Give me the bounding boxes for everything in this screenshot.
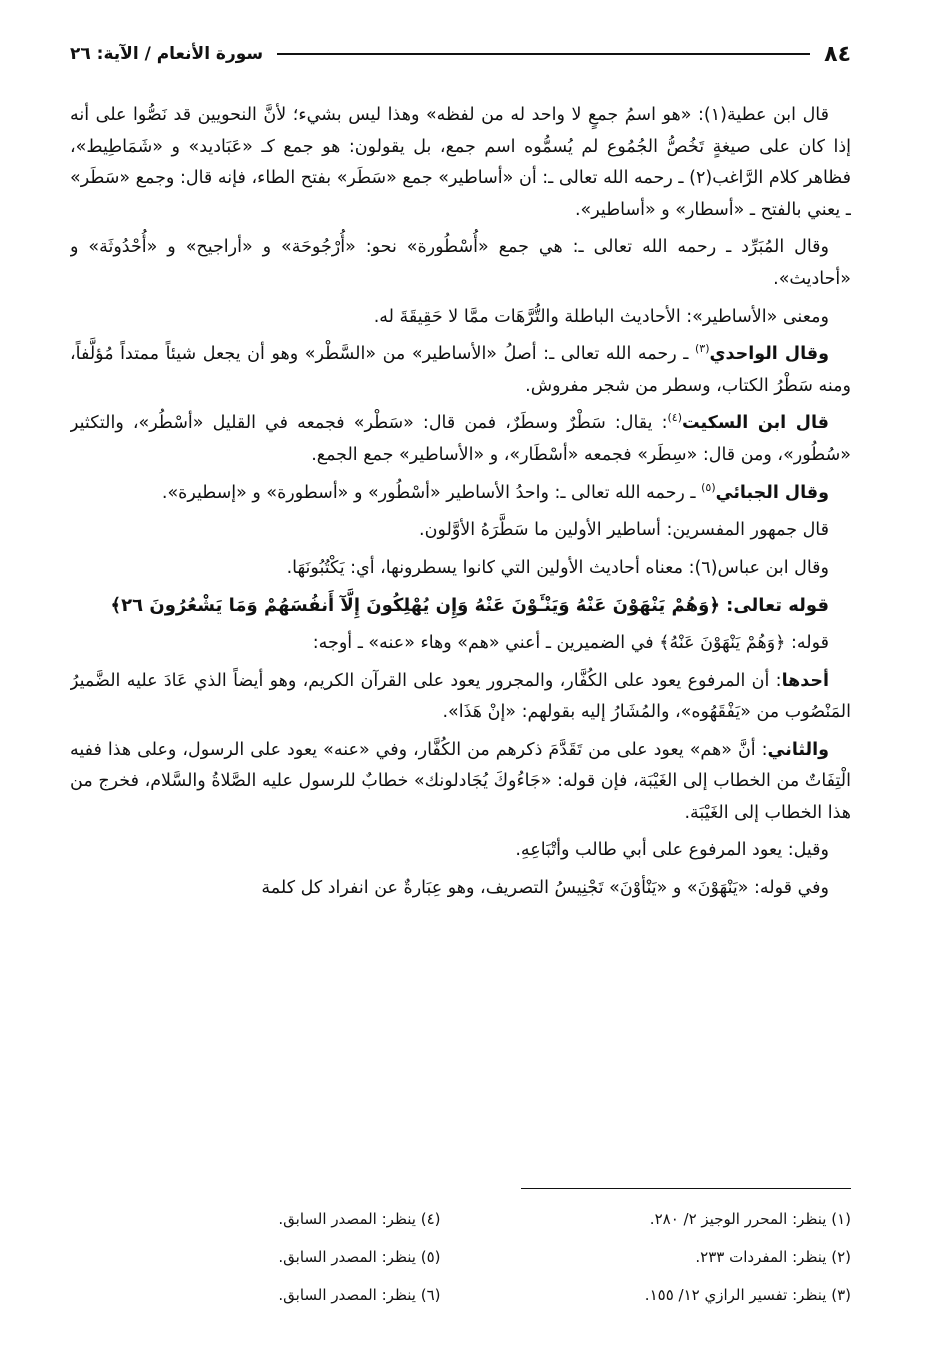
paragraph-lead: وقال الجبائي (715, 482, 829, 503)
footnote-marker: (٣) (694, 342, 710, 356)
paragraph-text: قال ابن عطية(١): «هو اسمُ جمعٍ لا واحد له من لفظه» وهذا ليس بشيء؛ لأنَّ النحويين قد نَصُّوا على أنه إذا كان على صيغةٍ تَخُصُّ الجُمُوع لم يُسمُّوه اسم جمع، بل يقولون: هو جمع كـ «عَبَاديد» و «شَمَاطِيط»، فظاهر كلام الرَّاغب(٢) ـ رحمه الله تعالى ـ: أن «أساطير» جمع «سَطَر» بفتح الطاء، فإنه قال: وجمع «سَطَر» ـ يعني بالفتح ـ «أسطار» و «أساطير». (70, 105, 851, 220)
paragraph-text: : يقال: سَطْرٌ وسطَرٌ، فمن قال: «سَطْر» فجمعه في القليل «أسْطُر»، والتكثير «سُطُور»، ومن قال: «سِطَر» فجمعه «أسْطَار»، و «الأساطير» جمع الجمع. (70, 413, 851, 465)
paragraph (70, 666, 851, 729)
paragraph (70, 232, 851, 295)
paragraph-text: قال جمهور المفسرين: أساطير الأولين ما سَطَّرَهُ الأوَّلون. (419, 520, 829, 541)
paragraph-lead: وقال الواحدي (709, 344, 830, 365)
paragraph (70, 408, 851, 471)
paragraph-lead: قال ابن السكيت (682, 413, 829, 434)
paragraph (70, 302, 851, 334)
paragraph-text: : أنَّ «هم» يعود على من تَقَدَّمَ ذكرهم من الكُفَّار، وفي «عنه» يعود على الرسول، وعلى هذا ففيه الْتِفَاتٌ من الخطاب إلى الغَيْبَة، فإن قوله: «جَاءُوكَ يُجَادلونك» خطابٌ للرسول عليه الصَّلاةُ والسَّلام، فخرج من هذا الخطاب إلى الغَيْبَة. (70, 739, 851, 823)
paragraph (70, 835, 851, 867)
paragraph-lead: والثاني (767, 739, 829, 760)
paragraph (70, 515, 851, 547)
footnote-marker: (٤) (667, 411, 682, 425)
paragraph (70, 553, 851, 585)
header-rule (277, 53, 810, 55)
footnotes (70, 1200, 851, 1320)
paragraph-text: وقال المُبَرِّد ـ رحمه الله تعالى ـ: هي جمع «أُسْطُورة» نحو: «أُرْجُوحَة» و «أراجيح» و «أُحْدُوثَة» و «أحاديث». (70, 237, 851, 289)
page-header (70, 34, 851, 74)
paragraph-text: ومعنى «الأساطير»: الأحاديث الباطلة والتُّرَّهَات ممَّا لا حَقِيقَةَ له. (373, 306, 829, 327)
paragraph-text: وقيل: يعود المرفوع على أبي طالب وأتْبَاعِهِ. (515, 840, 829, 861)
paragraph (70, 339, 851, 402)
footnote: (٥) ينظر: المصدر السابق. (278, 1248, 441, 1266)
footnote: (٤) ينظر: المصدر السابق. (278, 1210, 441, 1228)
paragraph-text: قوله تعالى: ﴿وَهُمْ يَنْهَوْنَ عَنْهُ وَيَنْـَٔوْنَ عَنْهُ وَإِن يُهْلِكُونَ إِلَّآ أَنفُسَهُمْ وَمَا يَشْعُرُونَ ٢٦﴾ (110, 595, 829, 617)
paragraph-text: : أن المرفوع يعود على الكُفَّار، والمجرور يعود على القرآن الكريم، وهو أيضاً الذي عَادَ عليه الضَّميرُ المَنْصُوب من «يَفْقَهُوه»، والمُشَارُ إليه بقولهم: «إنْ هَذَا». (70, 670, 851, 723)
paragraph-text: ـ رحمه الله تعالى ـ: أصلُ «الأساطير» من «السَّطْر» وهو أن يجعل شيئاً ممتداً مُؤلَّفاً، ومنه سَطْرُ الكتاب، وسطر من شجر مفروش. (70, 344, 851, 396)
paragraph-text: ـ رحمه الله تعالى ـ: واحدُ الأساطير «أسْطُور» و «أسطورة» و «إسطيرة». (161, 482, 702, 503)
footnote: (٦) ينظر: المصدر السابق. (278, 1286, 441, 1304)
paragraph-text: وفي قوله: «يَنْهَوْنَ» و «يَنْأوْنَ» تَجْنِيسُ التصريف، وهو عِبَارةٌ عن انفراد كل كلمة (261, 878, 829, 899)
paragraph (70, 873, 851, 905)
footnote: (٣) ينظر: تفسير الرازي ١٢/ ١٥٥. (644, 1286, 851, 1304)
quran-verse (70, 590, 851, 622)
running-title: سورة الأنعام / الآية: ٢٦ (70, 44, 264, 64)
paragraph (70, 478, 851, 510)
paragraph-lead: أحدها (781, 670, 829, 691)
paragraph (70, 628, 851, 660)
footnote-marker: (٥) (701, 480, 716, 494)
paragraph (70, 100, 851, 226)
footnote: (١) ينظر: المحرر الوجيز ٢/ ٢٨٠. (649, 1210, 851, 1228)
paragraph-text: قوله: ﴿وَهُمْ يَنْهَوْنَ عَنْهُ﴾ في الضميرين ـ أعني «هم» وهاء «عنه» ـ أوجه: (312, 632, 829, 653)
paragraph-text: وقال ابن عباس(٦): معناه أحاديث الأولين التي كانوا يسطرونها، أي: يَكْتُبُونَهَا. (286, 557, 829, 578)
footnote-rule (521, 1188, 851, 1189)
main-text (70, 100, 851, 1162)
paragraph (70, 735, 851, 830)
page-number: ٨٤ (824, 41, 851, 67)
footnote: (٢) ينظر: المفردات ٢٣٣. (695, 1248, 851, 1266)
